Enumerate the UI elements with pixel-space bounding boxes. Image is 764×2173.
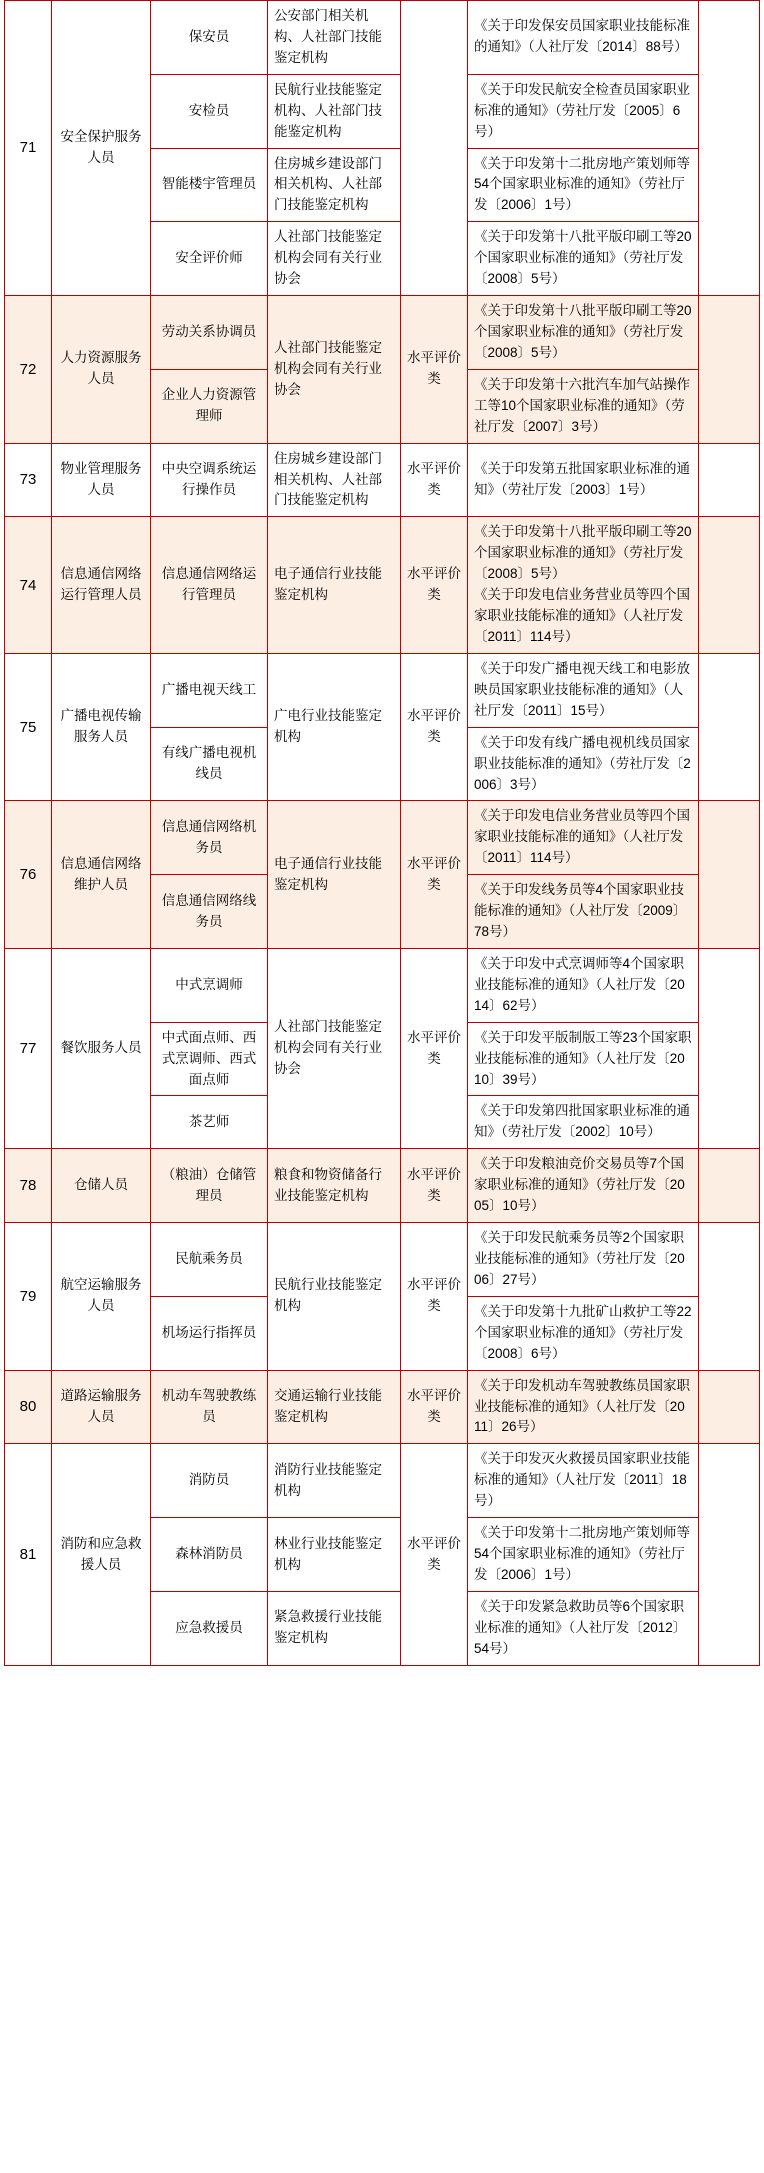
document-line: 《关于印发第十二批房地产策划师等54个国家职业标准的通知》（劳社厅发〔2006〕1号） [474,155,690,213]
occupation-name: 森林消防员 [151,1518,268,1592]
row-number: 73 [5,443,52,517]
occupation-name: 中式面点师、西式烹调师、西式面点师 [151,1022,268,1096]
row-number: 76 [5,801,52,949]
document-line: 《关于印发第十八批平版印刷工等20个国家职业标准的通知》（劳社厅发〔2008〕5号） [474,524,692,582]
standard-document-reference [468,74,699,148]
remark-cell [699,1223,760,1371]
standard-document-reference [468,653,699,727]
occupation-category: 物业管理服务人员 [52,443,151,517]
document-line: 《关于印发广播电视天线工和电影放映员国家职业技能标准的通知》（人社厅发〔2011〕15号） [474,660,690,718]
evaluation-organization: 电子通信行业技能鉴定机构 [268,801,401,949]
table-row [5,948,760,1022]
evaluation-type: 水平评价类 [401,1223,468,1371]
document-line: 《关于印发保安员国家职业技能标准的通知》（人社厅发〔2014〕88号） [474,18,690,55]
occupation-name: 保安员 [151,1,268,75]
table-row [5,443,760,517]
occupation-table [4,0,760,1666]
standard-document-reference [468,801,699,875]
document-line: 《关于印发机动车驾驶教练员国家职业技能标准的通知》（人社厅发〔2011〕26号） [474,1377,690,1435]
standard-document-reference [468,1296,699,1370]
occupation-name: 机动车驾驶教练员 [151,1370,268,1444]
evaluation-organization: 林业行业技能鉴定机构 [268,1518,401,1592]
occupation-name: （粮油）仓储管理员 [151,1149,268,1223]
occupation-category: 信息通信网络维护人员 [52,801,151,949]
document-line: 《关于印发民航乘务员等2个国家职业技能标准的通知》（劳社厅发〔2006〕27号） [474,1230,685,1287]
remark-cell [699,1444,760,1665]
evaluation-organization: 民航行业技能鉴定机构 [268,1223,401,1371]
evaluation-organization: 紧急救援行业技能鉴定机构 [268,1591,401,1665]
evaluation-type: 水平评价类 [401,948,468,1148]
evaluation-type: 水平评价类 [401,653,468,801]
occupation-name: 安检员 [151,74,268,148]
document-line: 《关于印发粮油竞价交易员等7个国家职业标准的通知》（劳社厅发〔2005〕10号） [474,1156,685,1214]
table-row [5,1223,760,1297]
evaluation-type: 水平评价类 [401,517,468,654]
occupation-name: 广播电视天线工 [151,653,268,727]
evaluation-organization: 人社部门技能鉴定机构会同有关行业协会 [268,222,401,296]
document-line: 《关于印发民航安全检查员国家职业标准的通知》（劳社厅发〔2005〕6号） [474,81,690,139]
standard-document-reference [468,222,699,296]
occupation-name: 企业人力资源管理师 [151,369,268,443]
evaluation-organization: 人社部门技能鉴定机构会同有关行业协会 [268,296,401,444]
row-number: 79 [5,1223,52,1371]
evaluation-organization: 粮食和物资储备行业技能鉴定机构 [268,1149,401,1223]
evaluation-organization: 公安部门相关机构、人社部门技能鉴定机构 [268,1,401,75]
standard-document-reference [468,1444,699,1518]
row-number: 75 [5,653,52,801]
table-row [5,1444,760,1518]
standard-document-reference [468,727,699,801]
standard-document-reference [468,1223,699,1297]
row-number: 71 [5,1,52,296]
occupation-category: 仓储人员 [52,1149,151,1223]
occupation-category: 广播电视传输服务人员 [52,653,151,801]
standard-document-reference [468,1022,699,1096]
evaluation-type: 水平评价类 [401,1149,468,1223]
document-line: 《关于印发有线广播电视机线员国家职业技能标准的通知》（劳社厅发〔2006〕3号） [474,734,691,792]
document-line: 《关于印发电信业务营业员等四个国家职业技能标准的通知》（人社厅发〔2011〕114号） [474,808,690,866]
table-row [5,296,760,370]
remark-cell [699,296,760,444]
document-line: 《关于印发平版制版工等23个国家职业技能标准的通知》（人社厅发〔2010〕39号） [474,1029,692,1087]
occupation-name: 机场运行指挥员 [151,1296,268,1370]
row-number: 80 [5,1370,52,1444]
document-line: 《关于印发第十八批平版印刷工等20个国家职业标准的通知》（劳社厅发〔2008〕5号） [474,303,692,360]
standard-document-reference [468,148,699,222]
standard-document-reference [468,948,699,1022]
table-row [5,653,760,727]
standard-document-reference [468,1149,699,1223]
remark-cell [699,801,760,949]
evaluation-organization: 住房城乡建设部门相关机构、人社部门技能鉴定机构 [268,148,401,222]
occupation-category: 道路运输服务人员 [52,1370,151,1444]
evaluation-type: 水平评价类 [401,1370,468,1444]
occupation-category: 餐饮服务人员 [52,948,151,1148]
evaluation-organization: 人社部门技能鉴定机构会同有关行业协会 [268,948,401,1148]
standard-document-reference [468,1591,699,1665]
table-row [5,1370,760,1444]
remark-cell [699,653,760,801]
occupation-name: 信息通信网络线务员 [151,875,268,949]
evaluation-type: 水平评价类 [401,1444,468,1665]
remark-cell [699,1149,760,1223]
remark-cell [699,517,760,654]
standard-document-reference [468,1370,699,1444]
document-line: 《关于印发线务员等4个国家职业技能标准的通知》（人社厅发〔2009〕78号） [474,882,687,940]
remark-cell [699,948,760,1148]
document-line: 《关于印发第四批国家职业标准的通知》（劳社厅发〔2002〕10号） [474,1103,690,1140]
occupation-name: 民航乘务员 [151,1223,268,1297]
document-line: 《关于印发第十八批平版印刷工等20个国家职业标准的通知》（劳社厅发〔2008〕5号） [474,229,692,287]
table-row [5,517,760,654]
occupation-name: 有线广播电视机线员 [151,727,268,801]
occupation-category: 消防和应急救援人员 [52,1444,151,1665]
occupation-name: 中央空调系统运行操作员 [151,443,268,517]
row-number: 77 [5,948,52,1148]
evaluation-organization: 交通运输行业技能鉴定机构 [268,1370,401,1444]
occupation-category: 安全保护服务人员 [52,1,151,296]
remark-cell [699,1370,760,1444]
evaluation-organization: 民航行业技能鉴定机构、人社部门技能鉴定机构 [268,74,401,148]
occupation-category: 人力资源服务人员 [52,296,151,444]
standard-document-reference [468,875,699,949]
standard-document-reference [468,443,699,517]
evaluation-organization: 电子通信行业技能鉴定机构 [268,517,401,654]
standard-document-reference [468,517,699,654]
occupation-name: 智能楼宇管理员 [151,148,268,222]
remark-cell [699,443,760,517]
table-row [5,1,760,75]
evaluation-type: 水平评价类 [401,443,468,517]
occupation-name: 消防员 [151,1444,268,1518]
occupation-category: 航空运输服务人员 [52,1223,151,1371]
document-line: 《关于印发灭火救援员国家职业技能标准的通知》（人社厅发〔2011〕18号） [474,1451,690,1509]
occupation-name: 信息通信网络机务员 [151,801,268,875]
occupation-name: 劳动关系协调员 [151,296,268,370]
document-line: 《关于印发第五批国家职业标准的通知》（劳社厅发〔2003〕1号） [474,461,690,497]
table-row [5,801,760,875]
document-line: 《关于印发电信业务营业员等四个国家职业技能标准的通知》（人社厅发〔2011〕114号） [474,587,690,644]
occupation-category: 信息通信网络运行管理人员 [52,517,151,654]
evaluation-type: 水平评价类 [401,801,468,949]
occupation-name: 信息通信网络运行管理员 [151,517,268,654]
occupation-name: 中式烹调师 [151,948,268,1022]
evaluation-organization: 消防行业技能鉴定机构 [268,1444,401,1518]
occupation-name: 茶艺师 [151,1096,268,1149]
standard-document-reference [468,369,699,443]
document-line: 《关于印发中式烹调师等4个国家职业技能标准的通知》（人社厅发〔2014〕62号） [474,955,685,1013]
occupation-name: 安全评价师 [151,222,268,296]
table-row [5,1149,760,1223]
row-number: 72 [5,296,52,444]
evaluation-organization: 住房城乡建设部门相关机构、人社部门技能鉴定机构 [268,443,401,517]
remark-cell [699,1,760,296]
evaluation-type: 水平评价类 [401,296,468,444]
row-number: 74 [5,517,52,654]
standard-document-reference [468,1518,699,1592]
evaluation-organization: 广电行业技能鉴定机构 [268,653,401,801]
standard-document-reference [468,1,699,75]
document-line: 《关于印发紧急救助员等6个国家职业标准的通知》（人社厅发〔2012〕54号） [474,1598,687,1656]
document-line: 《关于印发第十二批房地产策划师等54个国家职业标准的通知》（劳社厅发〔2006〕1号） [474,1525,690,1582]
standard-document-reference [468,296,699,370]
document-line: 《关于印发第十九批矿山救护工等22个国家职业标准的通知》（劳社厅发〔2008〕6号） [474,1303,692,1361]
row-number: 81 [5,1444,52,1665]
standard-document-reference [468,1096,699,1149]
occupation-name: 应急救援员 [151,1591,268,1665]
row-number: 78 [5,1149,52,1223]
evaluation-type [401,1,468,296]
document-line: 《关于印发第十六批汽车加气站操作工等10个国家职业标准的通知》（劳社厅发〔2007〕3号） [474,376,690,434]
